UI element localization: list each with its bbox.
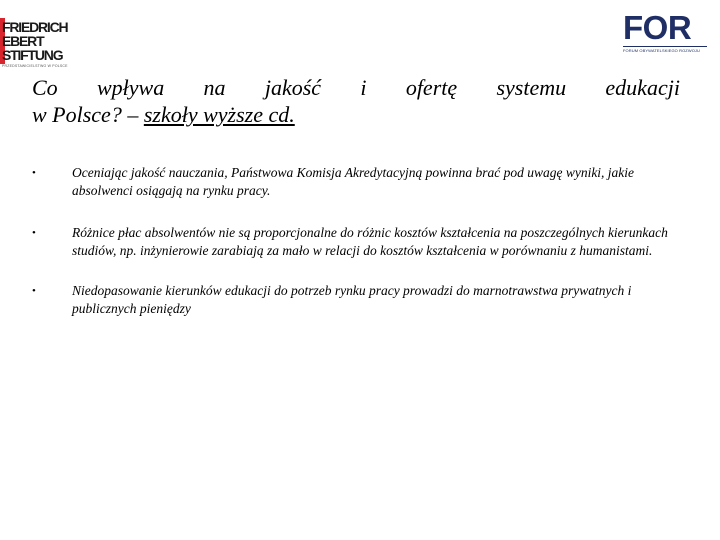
title-line-1 xyxy=(32,74,680,101)
title-word: edukacji xyxy=(605,75,680,100)
slide-title xyxy=(32,74,680,128)
bullet-icon: • xyxy=(32,227,36,239)
bullet-item xyxy=(30,164,690,200)
title-line-2 xyxy=(32,101,680,128)
bullet-icon: • xyxy=(32,167,36,179)
bullet-icon: • xyxy=(32,285,36,297)
fes-logo-line-1: FRIEDRICH xyxy=(2,19,68,35)
title-underlined: szkoły wyższe cd. xyxy=(143,102,295,127)
for-logo-rule xyxy=(623,46,707,47)
title-word: ofertę xyxy=(405,75,458,100)
fes-logo-subtitle: PRZEDSTAWICIELSTWO W POLSCE xyxy=(2,64,68,68)
bullet-list xyxy=(30,164,690,342)
fes-logo-line-2: EBERT xyxy=(2,33,44,49)
for-logo-text: FOR xyxy=(623,9,692,46)
bullet-item xyxy=(30,224,690,260)
title-word: jakość xyxy=(264,75,322,100)
title-prefix: w Polsce? – xyxy=(32,102,144,127)
for-logo-subtitle: FORUM OBYWATELSKIEGO ROZWOJU xyxy=(623,48,701,53)
bullet-text: Oceniając jakość nauczania, Państwowa Komisja Akredytacyjną powinna brać pod uwagę wyniki, jakie absolwenci osiągają na rynku pracy. xyxy=(72,165,635,198)
fes-logo xyxy=(0,12,74,70)
title-word: systemu xyxy=(496,75,567,100)
fes-logo-line-3: STIFTUNG xyxy=(2,47,63,63)
title-word: na xyxy=(203,75,226,100)
bullet-text: Różnice płac absolwentów nie są proporcjonalne do różnic kosztów kształcenia na poszczególnych kierunkach studiów, np. inżynierowie zarabiają za mało w relacji do kosztów kształcenia w porównaniu z humanistami. xyxy=(72,225,668,258)
bullet-text: Niedopasowanie kierunków edukacji do potrzeb rynku pracy prowadzi do marnotrawstwa prywatnych i publicznych pieniędzy xyxy=(72,283,632,316)
bullet-item xyxy=(30,282,690,318)
for-logo xyxy=(620,10,712,58)
title-word: wpływa xyxy=(97,75,165,100)
title-word: Co xyxy=(32,75,58,100)
title-word: i xyxy=(360,75,367,100)
